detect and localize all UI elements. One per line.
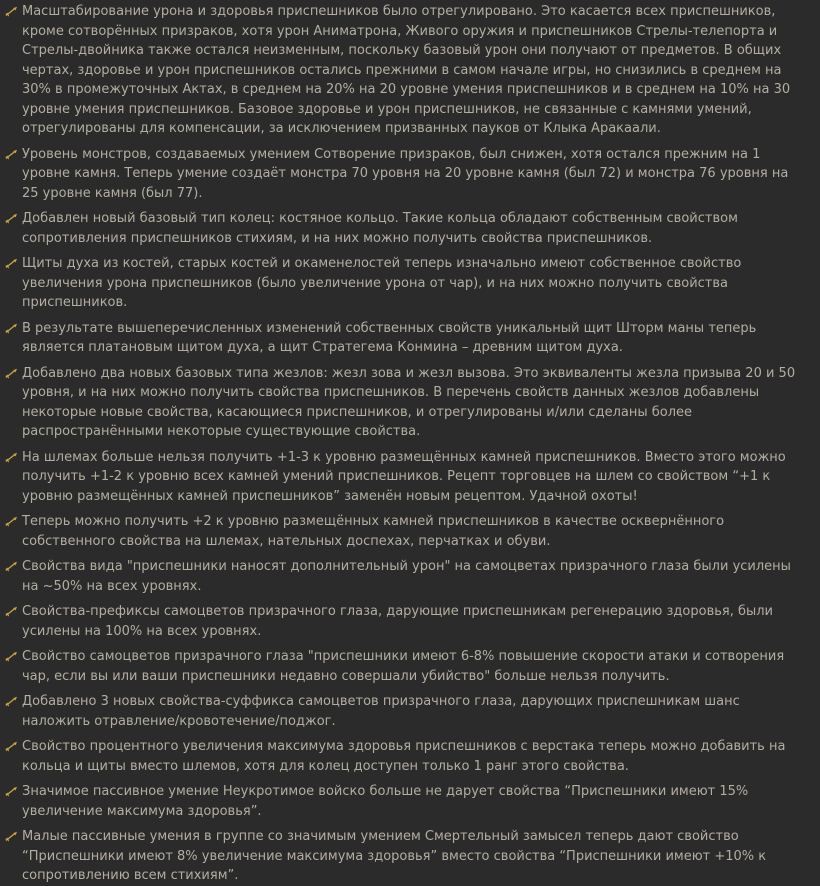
spear-arrow-icon [5, 606, 18, 617]
list-item [5, 448, 806, 507]
note-text: На шлемах больше нельзя получить +1-3 к уровню размещённых камней приспешников. Вместо этого можно получить +1-2 к уровню всех камней умений приспешников. Рецепт торговцев на шлем со свойством “+1 к уровню размещённых камней приспешников” заменён новым рецептом. Удачной охоты! [22, 449, 786, 504]
list-item [5, 827, 806, 886]
spear-arrow-icon [5, 452, 18, 463]
list-item [5, 145, 806, 204]
note-text: Добавлено два новых базовых типа жезлов: жезл зова и жезл вызова. Это эквиваленты жезла призыва 20 и 50 уровня, и на них можно получить свойства приспешников. В перечень свойств данных жезлов добавлены некоторые новые свойства, касающиеся приспешников, и отрегулированы и/или сделаны более распространёнными некоторые существующие свойства. [22, 365, 796, 439]
list-item [5, 254, 806, 313]
list-item [5, 319, 806, 358]
spear-arrow-icon [5, 516, 18, 527]
note-text: Свойства-префиксы самоцветов призрачного глаза, дарующие приспешникам регенерацию здоровья, были усилены на 100% на всех уровнях. [22, 604, 774, 639]
spear-arrow-icon [5, 696, 18, 707]
spear-arrow-icon [5, 368, 18, 379]
note-text: В результате вышеперечисленных изменений собственных свойств уникальный щит Шторм маны теперь является платановым щитом духа, а щит Стратегема Конмина – древним щитом духа. [22, 320, 757, 355]
list-item [5, 2, 806, 139]
list-item [5, 692, 806, 731]
note-text: Щиты духа из костей, старых костей и окаменелостей теперь изначально имеют собственное свойство увеличения урона приспешников (было увеличение урона от чар), и на них можно получить свойства приспешников. [22, 256, 742, 310]
spear-arrow-icon [5, 149, 18, 160]
note-text: Теперь можно получить +2 к уровню размещённых камней приспешников в качестве осквернённого собственного свойства на шлемах, нательных доспехах, перчатках и обуви. [22, 514, 725, 549]
note-text: Уровень монстров, создаваемых умением Сотворение призраков, был снижен, хотя остался прежним на 1 уровне камня. Теперь умение создаёт монстра 70 уровня на 20 уровне камня (был 72) и монстра 76 уровня на 25 уровне камня (был 77). [22, 146, 789, 201]
note-text: Добавлено 3 новых свойства-суффикса самоцветов призрачного глаза, дарующих приспешникам шанс наложить отравление/кровотечение/поджог. [22, 694, 740, 729]
list-item [5, 737, 806, 776]
note-text: Добавлен новый базовый тип колец: костяное кольцо. Такие кольца обладают собственным свойством сопротивления приспешников стихиям, и на них можно получить свойства приспешников. [22, 211, 738, 246]
spear-arrow-icon [5, 6, 18, 17]
list-item [5, 209, 806, 248]
spear-arrow-icon [5, 561, 18, 572]
note-text: Масштабирование урона и здоровья приспешников было отрегулировано. Это касается всех приспешников, кроме сотворённых призраков, хотя урон Аниматрона, Живого оружия и приспешников Стрелы-телепорта и Стрелы-двойника также остался неизменным, поскольку базовый урон они получают от предметов. В общих чертах, здоровье и урон приспешников остались прежними в самом начале игры, но снизились в среднем на 30% в промежуточных Актах, в среднем на 20% на 20 уровне умения приспешников и в среднем на 10% на 30 уровне умения приспешников. Базовое здоровье и урон приспешников, не связанные с камнями умений, отрегулированы для компенсации, за исключением призванных пауков от Клыка Аракаали. [22, 4, 791, 136]
spear-arrow-icon [5, 786, 18, 797]
note-text: Свойство процентного увеличения максимума здоровья приспешников с верстака теперь можно добавить на кольца и щиты вместо шлемов, хотя для колец доступен только 1 ранг этого свойства. [22, 739, 786, 774]
spear-arrow-icon [5, 651, 18, 662]
note-text: Значимое пассивное умение Неукротимое войско больше не дарует свойства “Приспешники имеют 15% увеличение максимума здоровья”. [22, 784, 749, 819]
note-text: Свойства вида "приспешники наносят дополнительный урон" на самоцветах призрачного глаза были усилены на ~50% на всех уровнях. [22, 559, 791, 594]
list-item [5, 512, 806, 551]
note-text: Малые пассивные умения в группе со значимым умением Смертельный замысел теперь дают свойство “Приспешники имеют 8% увеличение максимума здоровья” вместо свойства “Приспешники имеют +10% к сопротивлению всем стихиям”. [22, 829, 767, 883]
spear-arrow-icon [5, 213, 18, 224]
list-item [5, 364, 806, 442]
spear-arrow-icon [5, 323, 18, 334]
list-item [5, 782, 806, 821]
spear-arrow-icon [5, 741, 18, 752]
spear-arrow-icon [5, 831, 18, 842]
list-item [5, 602, 806, 641]
list-item [5, 557, 806, 596]
note-text: Свойство самоцветов призрачного глаза "приспешники имеют 6-8% повышение скорости атаки и сотворения чар, если вы или ваши приспешники недавно совершали убийство" больше нельзя получить. [22, 649, 785, 684]
list-item [5, 647, 806, 686]
spear-arrow-icon [5, 258, 18, 269]
